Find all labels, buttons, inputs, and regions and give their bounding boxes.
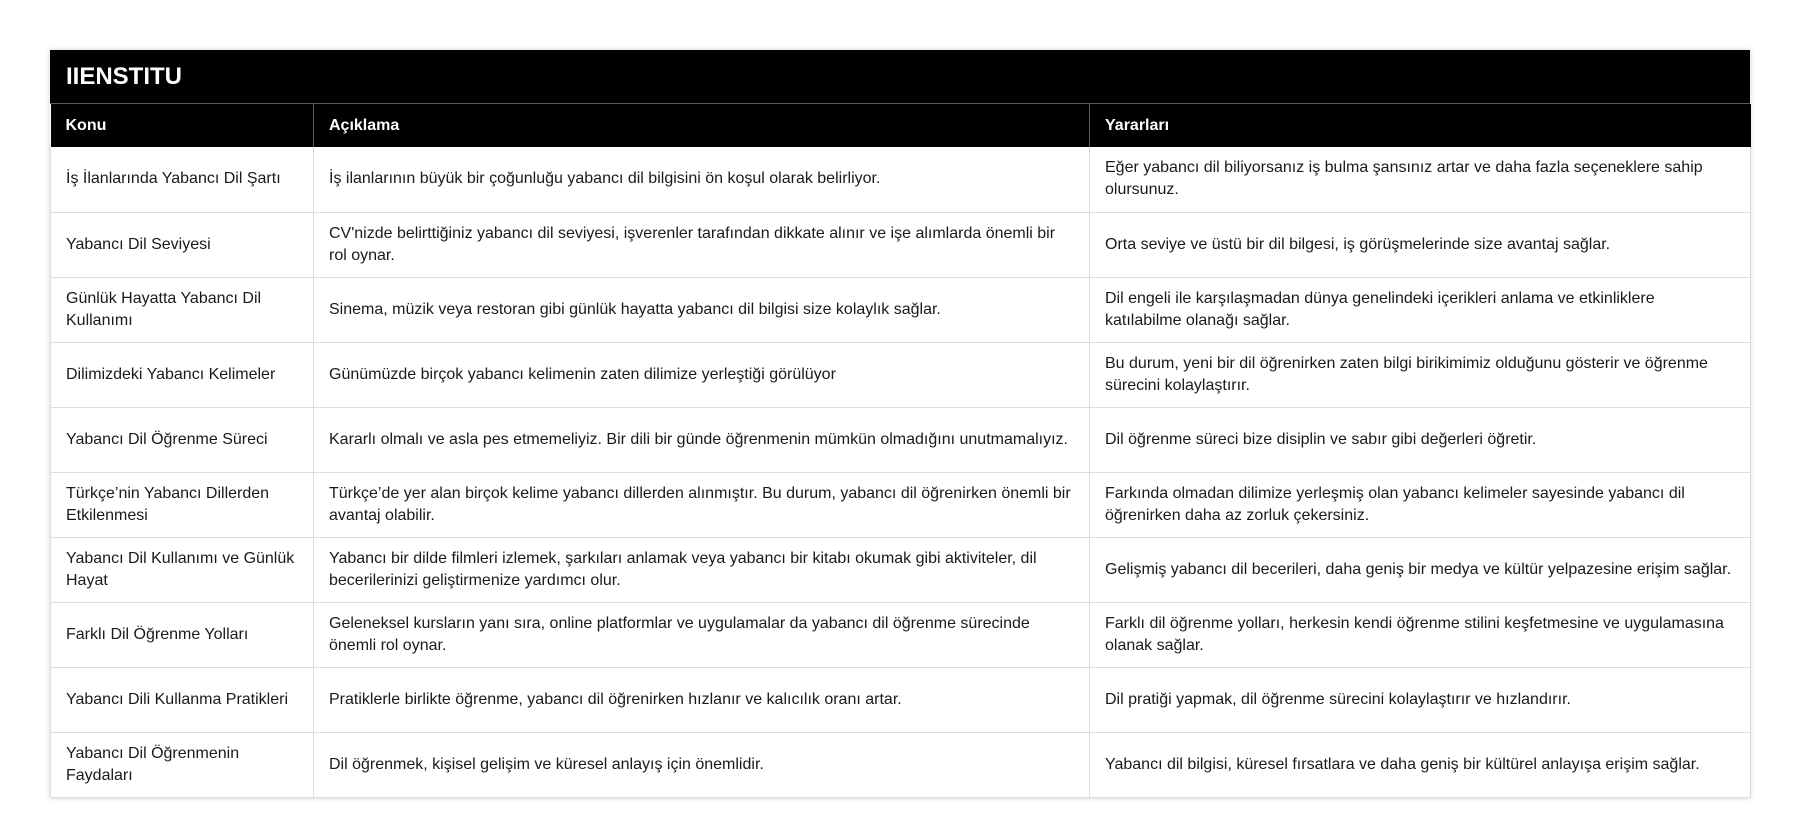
table-row: [51, 732, 1751, 797]
topic-cell: Farklı Dil Öğrenme Yolları: [51, 602, 314, 667]
description-cell: Pratiklerle birlikte öğrenme, yabancı dil öğrenirken hızlanır ve kalıcılık oranı artar.: [314, 667, 1090, 732]
table-row: [51, 212, 1751, 277]
table-row: [51, 667, 1751, 732]
brand-header: IIENSTITU: [50, 50, 1750, 104]
info-table: [50, 104, 1751, 798]
table-row: [51, 537, 1751, 602]
column-header-konu: Konu: [51, 104, 314, 147]
benefit-cell: Farkında olmadan dilimize yerleşmiş olan yabancı kelimeler sayesinde yabancı dil öğrenirken daha az zorluk çekersiniz.: [1090, 472, 1751, 537]
topic-cell: Dilimizdeki Yabancı Kelimeler: [51, 342, 314, 407]
benefit-cell: Dil öğrenme süreci bize disiplin ve sabır gibi değerleri öğretir.: [1090, 407, 1751, 472]
topic-cell: Yabancı Dil Öğrenme Süreci: [51, 407, 314, 472]
benefit-cell: Orta seviye ve üstü bir dil bilgesi, iş görüşmelerinde size avantaj sağlar.: [1090, 212, 1751, 277]
description-cell: Kararlı olmalı ve asla pes etmemeliyiz. Bir dili bir günde öğrenmenin mümkün olmadığını unutmamalıyız.: [314, 407, 1090, 472]
benefit-cell: Yabancı dil bilgisi, küresel fırsatlara ve daha geniş bir kültürel anlayışa erişim sağlar.: [1090, 732, 1751, 797]
topic-cell: Yabancı Dil Kullanımı ve Günlük Hayat: [51, 537, 314, 602]
table-header: [51, 104, 1751, 147]
table-row: [51, 602, 1751, 667]
table-body: [51, 147, 1751, 797]
column-header-aciklama: Açıklama: [314, 104, 1090, 147]
benefit-cell: Gelişmiş yabancı dil becerileri, daha geniş bir medya ve kültür yelpazesine erişim sağlar.: [1090, 537, 1751, 602]
benefit-cell: Farklı dil öğrenme yolları, herkesin kendi öğrenme stilini keşfetmesine ve uygulamasına olanak sağlar.: [1090, 602, 1751, 667]
description-cell: İş ilanlarının büyük bir çoğunluğu yabancı dil bilgisini ön koşul olarak belirliyor.: [314, 147, 1090, 212]
description-cell: CV'nizde belirttiğiniz yabancı dil seviyesi, işverenler tarafından dikkate alınır ve işe alımlarda önemli bir rol oynar.: [314, 212, 1090, 277]
topic-cell: Yabancı Dil Seviyesi: [51, 212, 314, 277]
topic-cell: Türkçe’nin Yabancı Dillerden Etkilenmesi: [51, 472, 314, 537]
benefit-cell: Dil engeli ile karşılaşmadan dünya genelindeki içerikleri anlama ve etkinliklere katılabilme olanağı sağlar.: [1090, 277, 1751, 342]
benefit-cell: Dil pratiği yapmak, dil öğrenme sürecini kolaylaştırır ve hızlandırır.: [1090, 667, 1751, 732]
table-row: [51, 147, 1751, 212]
topic-cell: Günlük Hayatta Yabancı Dil Kullanımı: [51, 277, 314, 342]
description-cell: Yabancı bir dilde filmleri izlemek, şarkıları anlamak veya yabancı bir kitabı okumak gibi aktiviteler, dil becerilerinizi geliştirmenize yardımcı olur.: [314, 537, 1090, 602]
description-cell: Geleneksel kursların yanı sıra, online platformlar ve uygulamalar da yabancı dil öğrenme sürecinde önemli rol oynar.: [314, 602, 1090, 667]
table-row: [51, 472, 1751, 537]
table-row: [51, 277, 1751, 342]
benefit-cell: Bu durum, yeni bir dil öğrenirken zaten bilgi birikimimiz olduğunu gösterir ve öğrenme sürecini kolaylaştırır.: [1090, 342, 1751, 407]
table-row: [51, 342, 1751, 407]
description-cell: Dil öğrenmek, kişisel gelişim ve küresel anlayış için önemlidir.: [314, 732, 1090, 797]
description-cell: Türkçe’de yer alan birçok kelime yabancı dillerden alınmıştır. Bu durum, yabancı dil öğrenirken önemli bir avantaj olabilir.: [314, 472, 1090, 537]
column-header-yararlari: Yararları: [1090, 104, 1751, 147]
description-cell: Sinema, müzik veya restoran gibi günlük hayatta yabancı dil bilgisi size kolaylık sağlar.: [314, 277, 1090, 342]
description-cell: Günümüzde birçok yabancı kelimenin zaten dilimize yerleştiği görülüyor: [314, 342, 1090, 407]
topic-cell: Yabancı Dil Öğrenmenin Faydaları: [51, 732, 314, 797]
header-row: [51, 104, 1751, 147]
topic-cell: Yabancı Dili Kullanma Pratikleri: [51, 667, 314, 732]
table-row: [51, 407, 1751, 472]
topic-cell: İş İlanlarında Yabancı Dil Şartı: [51, 147, 314, 212]
content-table-card: [50, 50, 1750, 798]
benefit-cell: Eğer yabancı dil biliyorsanız iş bulma şansınız artar ve daha fazla seçeneklere sahip olursunuz.: [1090, 147, 1751, 212]
